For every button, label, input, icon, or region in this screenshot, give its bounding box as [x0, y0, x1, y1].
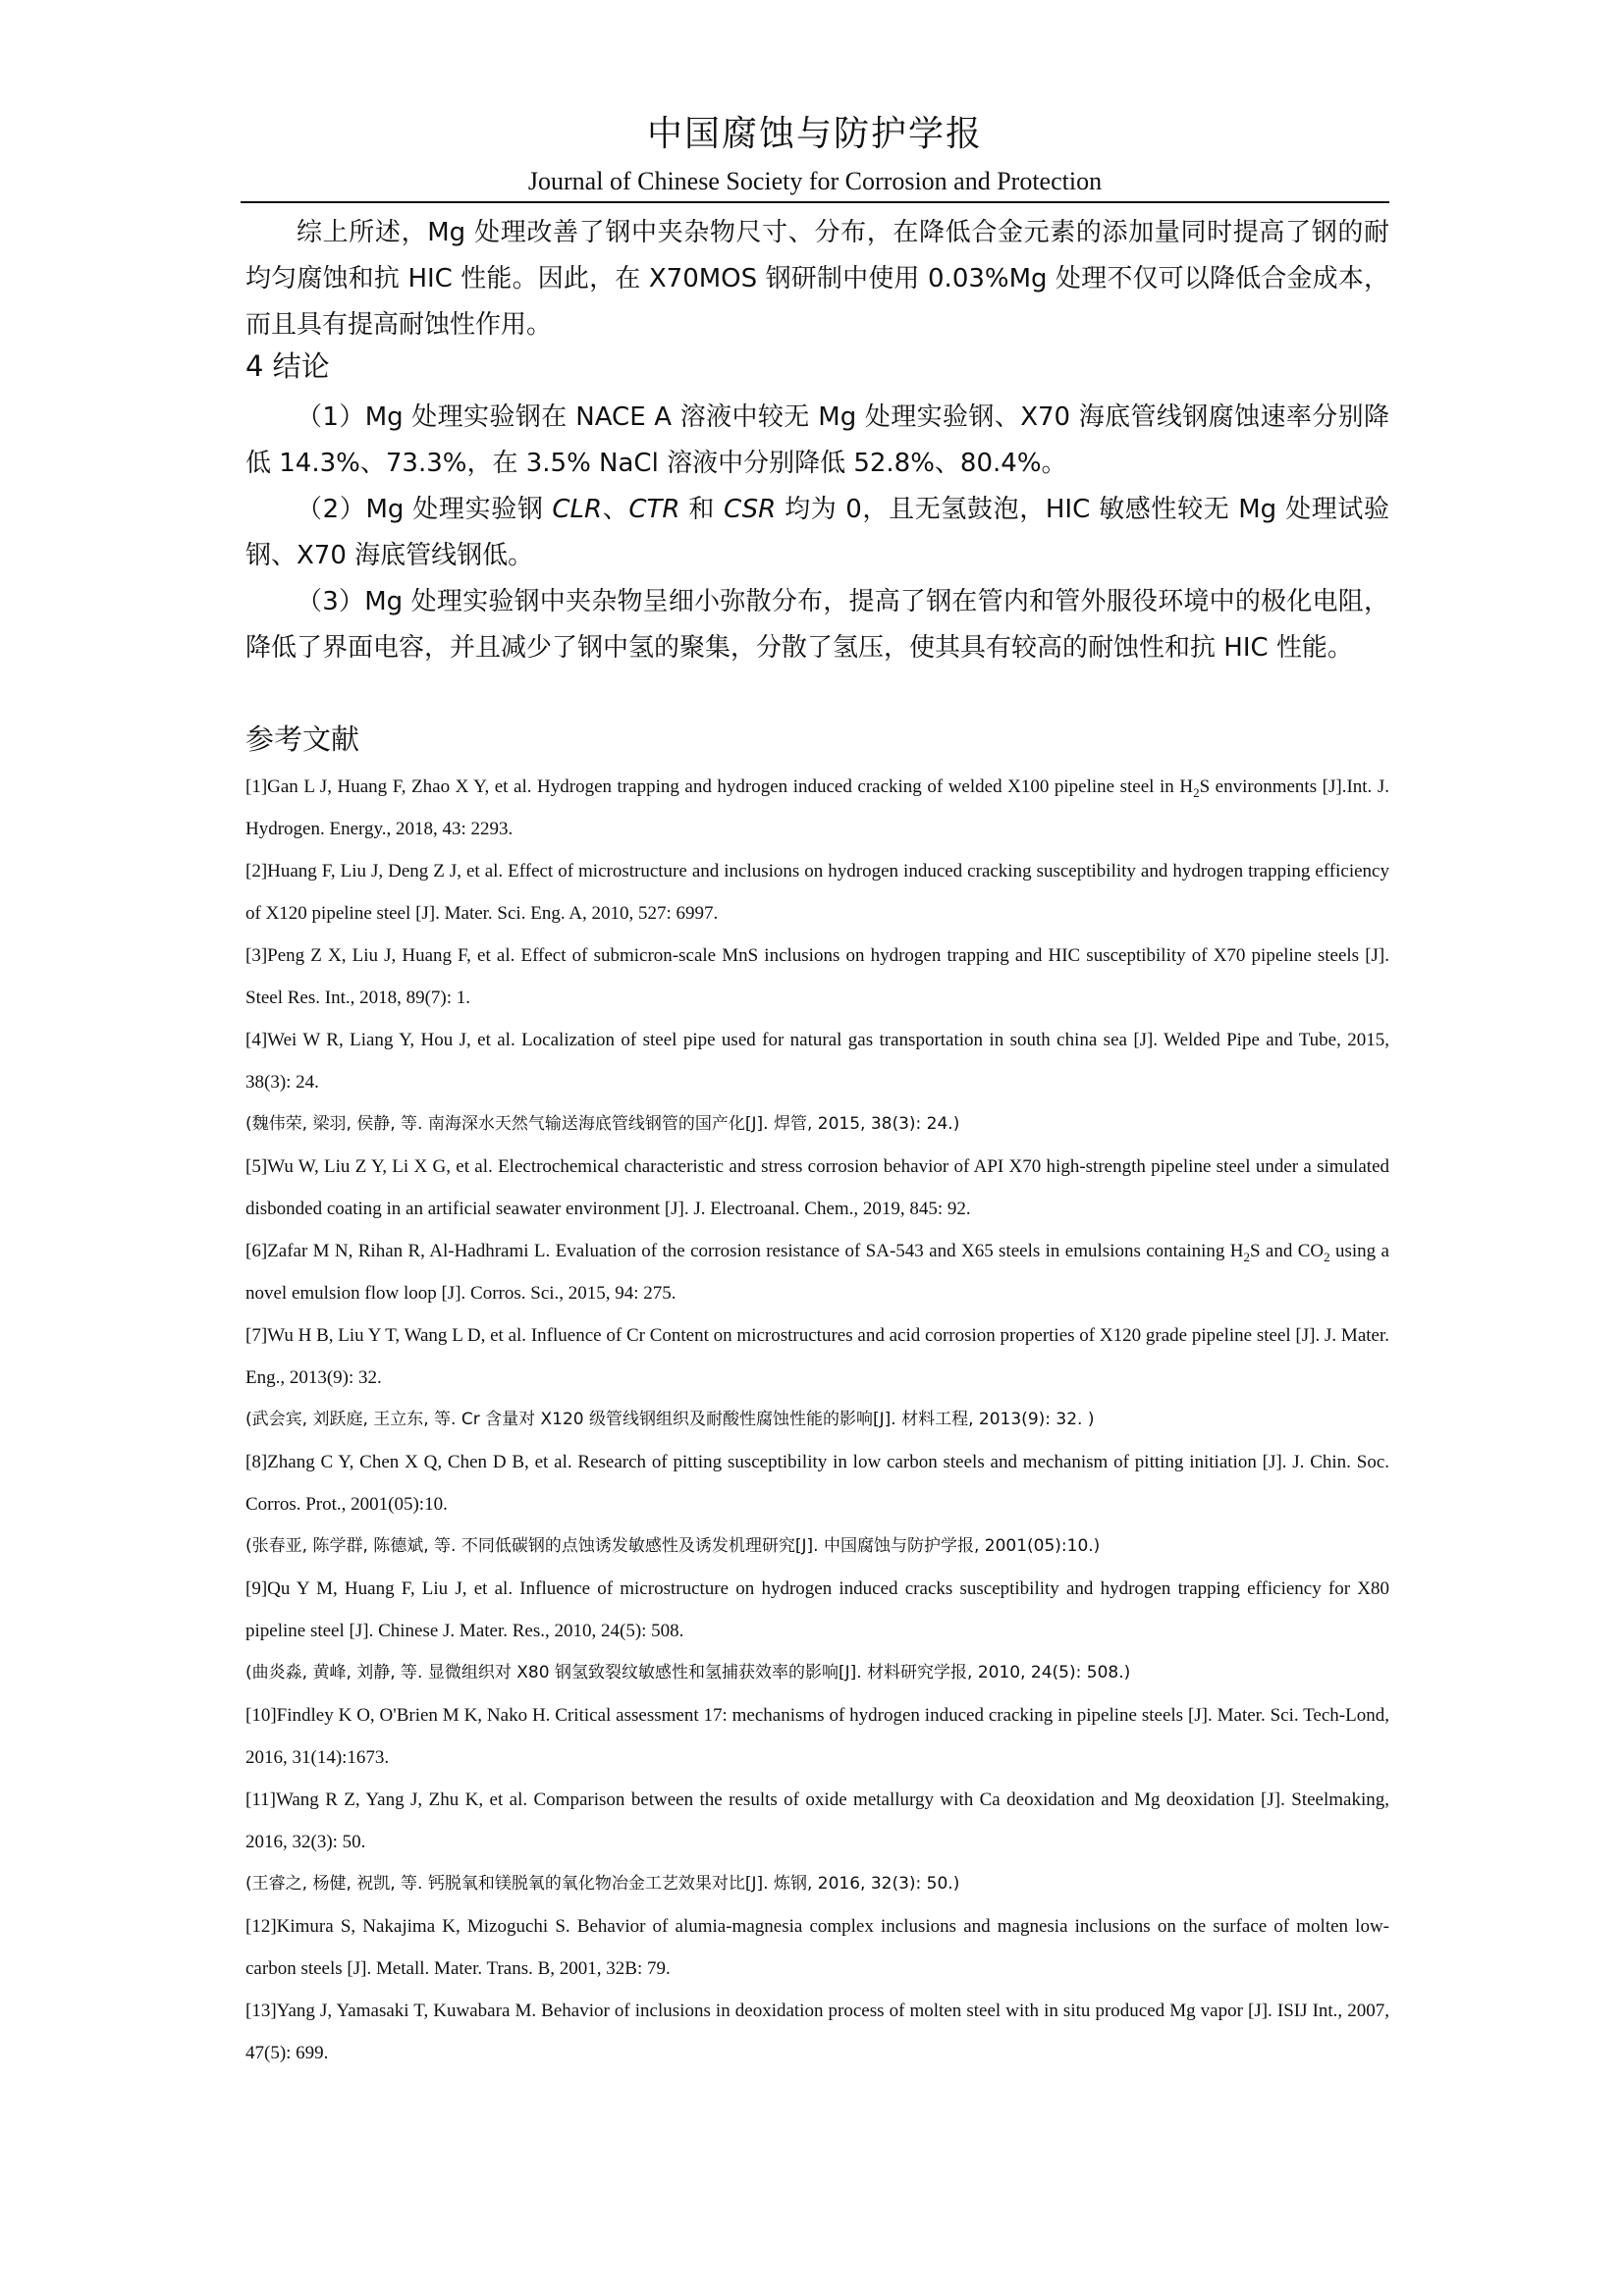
reference-item-1: [1]Gan L J, Huang F, Zhao X Y, et al. Hydrogen trapping and hydrogen induced cracking of welded X100 pipeline steel in $H_2S$ environments [J].Int. J. Hydrogen. Energy., 2018, 43: 2293. — [245, 776, 1389, 839]
references-header — [245, 717, 1389, 762]
journal-title-cn: 中国腐蚀与防护学报 — [646, 114, 983, 154]
journal-title-en: Journal of Chinese Society for Corrosion and Protection — [527, 167, 1103, 195]
journal-header — [241, 110, 1389, 198]
conclusion-item-1: （1）Mg 处理实验钢在 NACE A 溶液中较无 Mg 处理实验钢、X70 海底管线钢腐蚀速率分别降低 14.3%、73.3%，在 3.5% NaCl 溶液中分别降低 52.8%、80.4%。 — [245, 402, 1389, 478]
reference-item-6: [6]Zafar M N, Rihan R, Al-Hadhrami L. Evaluation of the corrosion resistance of SA-543 and X65 steels in emulsions containing $H_2S$ and $CO_2$ using a novel emulsion flow loop [J]. Corros. Sci., 2015, 94: 275. — [245, 1241, 1389, 1304]
header-divider — [241, 201, 1389, 203]
reference-item-2: [2]Huang F, Liu J, Deng Z J, et al. Effect of microstructure and inclusions on hydrogen induced cracking susceptibility and hydrogen trapping efficiency of X120 pipeline steel [J]. Mater. Sci. Eng. A, 2010, 527: 6997. — [245, 861, 1389, 924]
references-title: 参考文献 — [245, 722, 360, 756]
reference-item-3: [3]Peng Z X, Liu J, Huang F, et al. Effect of submicron-scale MnS inclusions on hydrogen trapping and HIC susceptibility of X70 pipeline steels [J]. Steel Res. Int., 2018, 89(7): 1. — [245, 945, 1389, 1008]
conclusion-title: 4 结论 — [245, 349, 330, 383]
reference-list — [245, 766, 1389, 2074]
reference-item-5: [5]Wu W, Liu Z Y, Li X G, et al. Electrochemical characteristic and stress corrosion behavior of API X70 high-strength pipeline steel under a simulated disbonded coating in an artificial seawater environment [J]. J. Electroanal. Chem., 2019, 845: 92. — [245, 1156, 1389, 1219]
reference-item-8-cn: (张春亚, 陈学群, 陈德斌, 等. 不同低碳钢的点蚀诱发敏感性及诱发机理研究[J]. 中国腐蚀与防护学报, 2001(05):10.) — [245, 1536, 1101, 1556]
conclusion-item-2: （2）Mg 处理实验钢 CLR、CTR 和 CSR 均为 0，且无氢鼓泡，HIC 敏感性较无 Mg 处理试验钢、X70 海底管线钢低。 — [245, 495, 1389, 570]
reference-item-11-cn: (王睿之, 杨健, 祝凯, 等. 钙脱氧和镁脱氧的氧化物冶金工艺效果对比[J]. 炼钢, 2016, 32(3): 50.) — [245, 1874, 960, 1894]
reference-item-9: [9]Qu Y M, Huang F, Liu J, et al. Influence of microstructure on hydrogen induced cracks susceptibility and hydrogen trapping efficiency for X80 pipeline steel [J]. Chinese J. Mater. Res., 2010, 24(5): 508. — [245, 1578, 1389, 1641]
summary-paragraph: 综上所述，Mg 处理改善了钢中夹杂物尺寸、分布，在降低合金元素的添加量同时提高了钢的耐均匀腐蚀和抗 HIC 性能。因此，在 X70MOS 钢研制中使用 0.03%Mg 处理不仅可以降低合金成本，而且具有提高耐蚀性作用。 — [245, 218, 1389, 340]
reference-item-13: [13]Yang J, Yamasaki T, Kuwabara M. Behavior of inclusions in deoxidation process of molten steel with in situ produced Mg vapor [J]. ISIJ Int., 2007, 47(5): 699. — [245, 2001, 1389, 2063]
reference-item-10: [10]Findley K O, O'Brien M K, Nako H. Critical assessment 17: mechanisms of hydrogen induced cracking in pipeline steels [J]. Mater. Sci. Tech-Lond, 2016, 31(14):1673. — [245, 1705, 1389, 1768]
reference-item-4-cn: (魏伟荣, 梁羽, 侯静, 等. 南海深水天然气输送海底管线钢管的国产化[J]. 焊管, 2015, 38(3): 24.) — [245, 1114, 960, 1134]
reference-item-7: [7]Wu H B, Liu Y T, Wang L D, et al. Influence of Cr Content on microstructures and acid corrosion properties of X120 grade pipeline steel [J]. J. Mater. Eng., 2013(9): 32. — [245, 1325, 1389, 1388]
conclusion-item-3: （3）Mg 处理实验钢中夹杂物呈细小弥散分布，提高了钢在管内和管外服役环境中的极化电阻，降低了界面电容，并且减少了钢中氢的聚集，分散了氢压，使其具有较高的耐蚀性和抗 HIC 性能。 — [245, 587, 1389, 663]
reference-item-11: [11]Wang R Z, Yang J, Zhu K, et al. Comparison between the results of oxide metallurgy with Ca deoxidation and Mg deoxidation [J]. Steelmaking, 2016, 32(3): 50. — [245, 1789, 1389, 1852]
summary-section — [245, 210, 1389, 348]
reference-item-8: [8]Zhang C Y, Chen X Q, Chen D B, et al. Research of pitting susceptibility in low carbon steels and mechanism of pitting initiation [J]. J. Chin. Soc. Corros. Prot., 2001(05):10. — [245, 1452, 1389, 1515]
conclusion-section — [245, 344, 1389, 671]
reference-item-9-cn: (曲炎淼, 黄峰, 刘静, 等. 显微组织对 X80 钢氢致裂纹敏感性和氢捕获效率的影响[J]. 材料研究学报, 2010, 24(5): 508.) — [245, 1663, 1131, 1682]
reference-item-7-cn: (武会宾, 刘跃庭, 王立东, 等. Cr 含量对 X120 级管线钢组织及耐酸性腐蚀性能的影响[J]. 材料工程, 2013(9): 32. ) — [245, 1410, 1095, 1429]
reference-item-12: [12]Kimura S, Nakajima K, Mizoguchi S. Behavior of alumia-magnesia complex inclusions and magnesia inclusions on the surface of molten low-carbon steels [J]. Metall. Mater. Trans. B, 2001, 32B: 79. — [245, 1916, 1389, 1979]
reference-item-4: [4]Wei W R, Liang Y, Hou J, et al. Localization of steel pipe used for natural gas transportation in south china sea [J]. Welded Pipe and Tube, 2015, 38(3): 24. — [245, 1030, 1389, 1093]
